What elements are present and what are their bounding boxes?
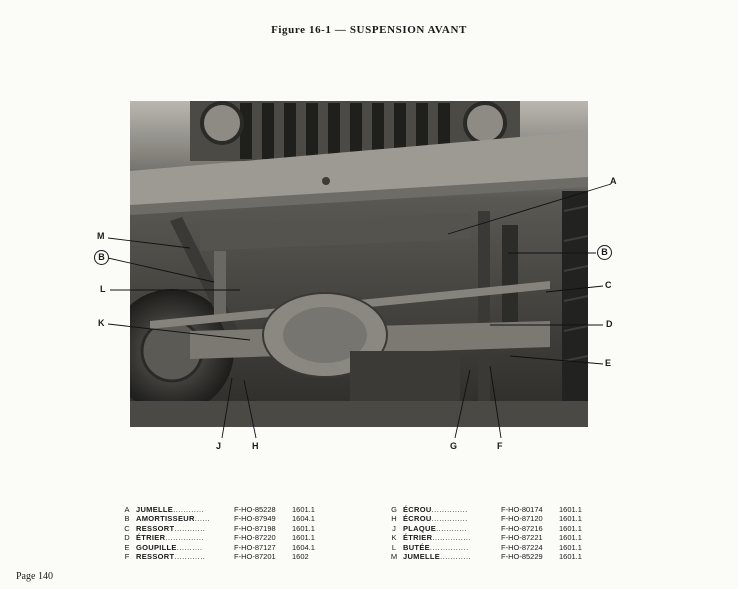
suspension-photo — [130, 101, 588, 427]
callout-e: E — [605, 358, 612, 368]
part-name: RESSORT............ — [136, 552, 206, 562]
part-key: F — [124, 552, 130, 562]
part-key: M — [390, 552, 398, 562]
part-name: ÉCROU.............. — [403, 514, 468, 524]
parts-row — [385, 543, 589, 552]
part-number: F-HO-87220 — [234, 533, 276, 543]
part-name: BUTÉE............... — [403, 542, 469, 552]
part-key: H — [391, 514, 397, 524]
figure-title: Figure 16-1 — SUSPENSION AVANT — [271, 24, 467, 36]
part-key: A — [124, 505, 130, 514]
part-group: 1601.1 — [559, 542, 582, 552]
part-group: 1601.1 — [559, 552, 582, 562]
part-name: ÉCROU.............. — [403, 505, 468, 514]
parts-row — [118, 505, 322, 514]
part-number: F-HO-87120 — [501, 514, 543, 524]
parts-row — [118, 524, 322, 533]
part-name: RESSORT............ — [136, 523, 206, 533]
callout-h: H — [252, 441, 259, 451]
part-group: 1602 — [292, 552, 309, 562]
part-key: J — [392, 523, 396, 533]
part-number: F-HO-87198 — [234, 523, 276, 533]
part-number: F-HO-87127 — [234, 542, 276, 552]
part-name: ÉTRIER............... — [403, 533, 472, 543]
callout-d: D — [606, 319, 613, 329]
callout-a: A — [610, 176, 617, 186]
part-number: F-HO-87216 — [501, 523, 543, 533]
part-group: 1601.1 — [559, 523, 582, 533]
callout-m: M — [97, 231, 105, 241]
parts-row — [385, 505, 589, 514]
parts-row — [385, 533, 589, 542]
parts-list-right — [385, 505, 589, 561]
part-number: F-HO-85229 — [501, 552, 543, 562]
part-key: L — [391, 542, 397, 552]
parts-row — [385, 524, 589, 533]
callout-l: L — [100, 284, 106, 294]
parts-row — [118, 533, 322, 542]
part-group: 1604.1 — [292, 514, 315, 524]
part-name: PLAQUE............ — [403, 523, 468, 533]
parts-list-left — [118, 505, 322, 561]
part-number: F-HO-87949 — [234, 514, 276, 524]
parts-row — [118, 543, 322, 552]
parts-row — [118, 514, 322, 523]
part-name: JUMELLE............ — [136, 505, 205, 514]
part-group: 1601.1 — [292, 533, 315, 543]
part-name: ÉTRIER............... — [136, 533, 205, 543]
callout-j: J — [216, 441, 222, 451]
part-number: F-HO-80174 — [501, 505, 543, 514]
part-name: JUMELLE............ — [403, 552, 472, 562]
part-group: 1604.1 — [292, 542, 315, 552]
callout-k: K — [98, 318, 105, 328]
callout-f: F — [497, 441, 503, 451]
parts-row — [118, 552, 322, 561]
part-group: 1601.1 — [559, 505, 582, 514]
part-number: F-HO-87221 — [501, 533, 543, 543]
page-number: Page 140 — [16, 571, 53, 582]
part-number: F-HO-85228 — [234, 505, 276, 514]
parts-row — [385, 514, 589, 523]
part-key: B — [124, 514, 130, 524]
part-number: F-HO-87201 — [234, 552, 276, 562]
callout-b-left: B — [94, 250, 109, 265]
part-name: AMORTISSEUR...... — [136, 514, 211, 524]
parts-row — [385, 552, 589, 561]
part-group: 1601.1 — [292, 505, 315, 514]
part-key: G — [391, 505, 397, 514]
part-key: K — [391, 533, 397, 543]
part-name: GOUPILLE.......... — [136, 542, 203, 552]
part-group: 1601.1 — [559, 514, 582, 524]
callout-c: C — [605, 280, 612, 290]
part-group: 1601.1 — [559, 533, 582, 543]
callout-b-right: B — [597, 245, 612, 260]
part-key: D — [124, 533, 130, 543]
part-group: 1601.1 — [292, 523, 315, 533]
callout-g: G — [450, 441, 458, 451]
part-key: C — [124, 523, 130, 533]
part-key: E — [124, 542, 130, 552]
part-number: F-HO-87224 — [501, 542, 543, 552]
